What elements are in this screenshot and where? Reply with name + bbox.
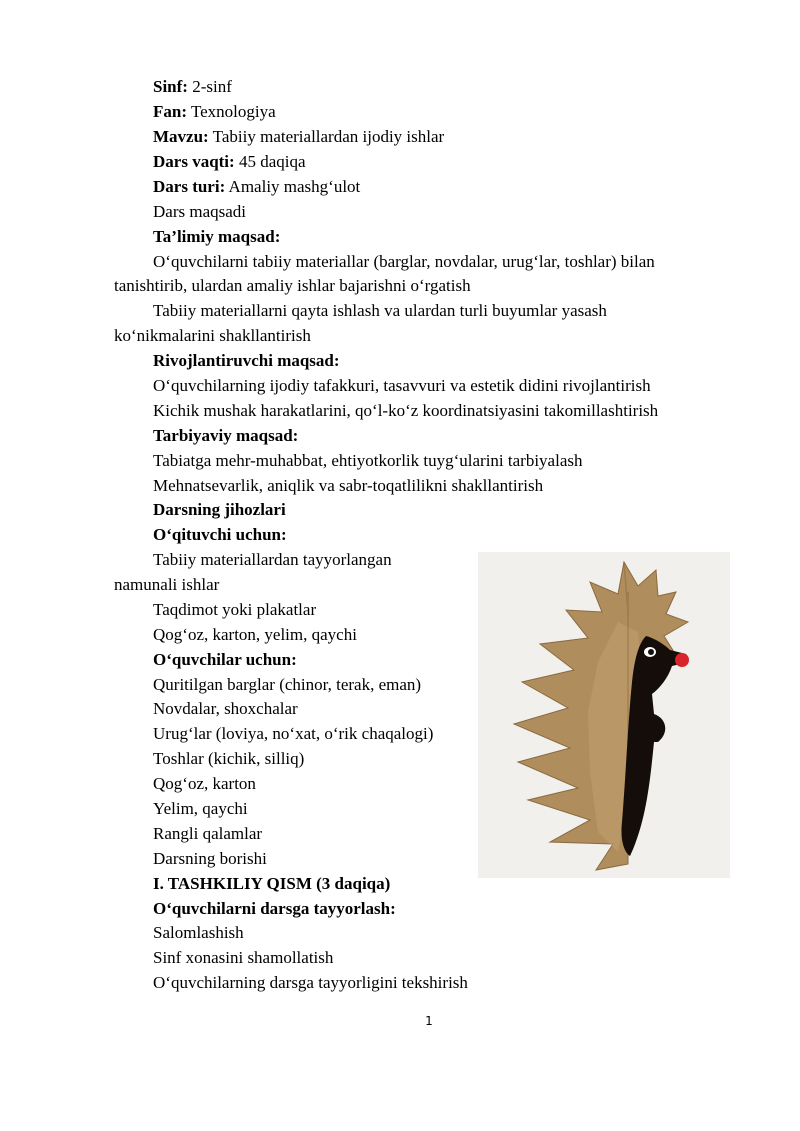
student-item: Novdalar, shoxchalar — [153, 699, 298, 718]
teacher-item-1: Tabiiy materiallardan tayyorlangan — [153, 550, 392, 569]
subject-label: Fan: — [153, 102, 187, 121]
goals-title: Dars maqsadi — [153, 202, 247, 221]
equipment-heading: Darsning jihozlari — [153, 500, 286, 519]
preparation-heading: O‘quvchilarni darsga tayyorlash: — [153, 899, 396, 918]
lesson-type-line — [153, 177, 360, 197]
teacher-item-3: Qog‘oz, karton, yelim, qaychi — [153, 625, 357, 644]
hedgehog-nose — [675, 653, 689, 667]
duration-value: 45 daqiqa — [234, 152, 306, 171]
educational-goal-1-cont: tanishtirib, ulardan amaliy ishlar bajarishni o‘rgatish — [114, 276, 471, 295]
student-item: Qog‘oz, karton — [153, 774, 256, 793]
grade-label: Sinf: — [153, 77, 188, 96]
duration-label: Dars vaqti: — [153, 152, 235, 171]
page-number: 1 — [425, 1014, 433, 1028]
student-item: Quritilgan barglar (chinor, terak, eman) — [153, 675, 422, 694]
grade-value: 2-sinf — [187, 77, 232, 96]
teacher-item-1-cont: namunali ishlar — [114, 575, 220, 594]
developmental-goal-1: O‘quvchilarning ijodiy tafakkuri, tasavvuri va estetik didini rivojlantirish — [153, 376, 651, 395]
preparation-item: Salomlashish — [153, 923, 244, 942]
preparation-item: O‘quvchilarning darsga tayyorligini tekshirish — [153, 973, 468, 992]
developmental-goal-2: Kichik mushak harakatlarini, qo‘l-ko‘z koordinatsiyasini takomillashtirish — [153, 401, 659, 420]
educational-goal-heading: Ta’limiy maqsad: — [153, 227, 281, 246]
student-item: Rangli qalamlar — [153, 824, 263, 843]
educational-goal-1: O‘quvchilarni tabiiy materiallar (barglar, novdalar, urug‘lar, toshlar) bilan — [153, 252, 655, 271]
lesson-type-value: Amaliy mashg‘ulot — [225, 177, 361, 196]
organizational-part-heading: I. TASHKILIY QISM (3 daqiqa) — [153, 874, 391, 893]
subject-value: Texnologiya — [187, 102, 276, 121]
topic-label: Mavzu: — [153, 127, 209, 146]
topic-line — [153, 127, 444, 147]
developmental-goal-heading: Rivojlantiruvchi maqsad: — [153, 351, 340, 370]
grade-line — [153, 77, 232, 97]
student-item: Yelim, qaychi — [153, 799, 248, 818]
student-item: Urug‘lar (loviya, no‘xat, o‘rik chaqalogi) — [153, 724, 434, 743]
upbringing-goal-heading: Tarbiyaviy maqsad: — [153, 426, 299, 445]
subject-line — [153, 102, 276, 122]
educational-goal-2: Tabiiy materiallarni qayta ishlash va ulardan turli buyumlar yasash — [153, 301, 607, 320]
lesson-type-label: Dars turi: — [153, 177, 226, 196]
teacher-item-2: Taqdimot yoki plakatlar — [153, 600, 317, 619]
educational-goal-2-cont: ko‘nikmalarini shakllantirish — [114, 326, 311, 345]
lesson-flow-title: Darsning borishi — [153, 849, 267, 868]
upbringing-goal-2: Mehnatsevarlik, aniqlik va sabr-toqatlilikni shakllantirish — [153, 476, 544, 495]
students-heading: O‘quvchilar uchun: — [153, 650, 297, 669]
teacher-heading: O‘qituvchi uchun: — [153, 525, 287, 544]
leaf-hedgehog-photo — [478, 552, 730, 878]
student-item: Toshlar (kichik, silliq) — [153, 749, 305, 768]
preparation-item: Sinf xonasini shamollatish — [153, 948, 334, 967]
upbringing-goal-1: Tabiatga mehr-muhabbat, ehtiyotkorlik tuyg‘ularini tarbiyalash — [153, 451, 583, 470]
duration-line — [153, 152, 306, 172]
topic-value: Tabiiy materiallardan ijodiy ishlar — [208, 127, 445, 146]
